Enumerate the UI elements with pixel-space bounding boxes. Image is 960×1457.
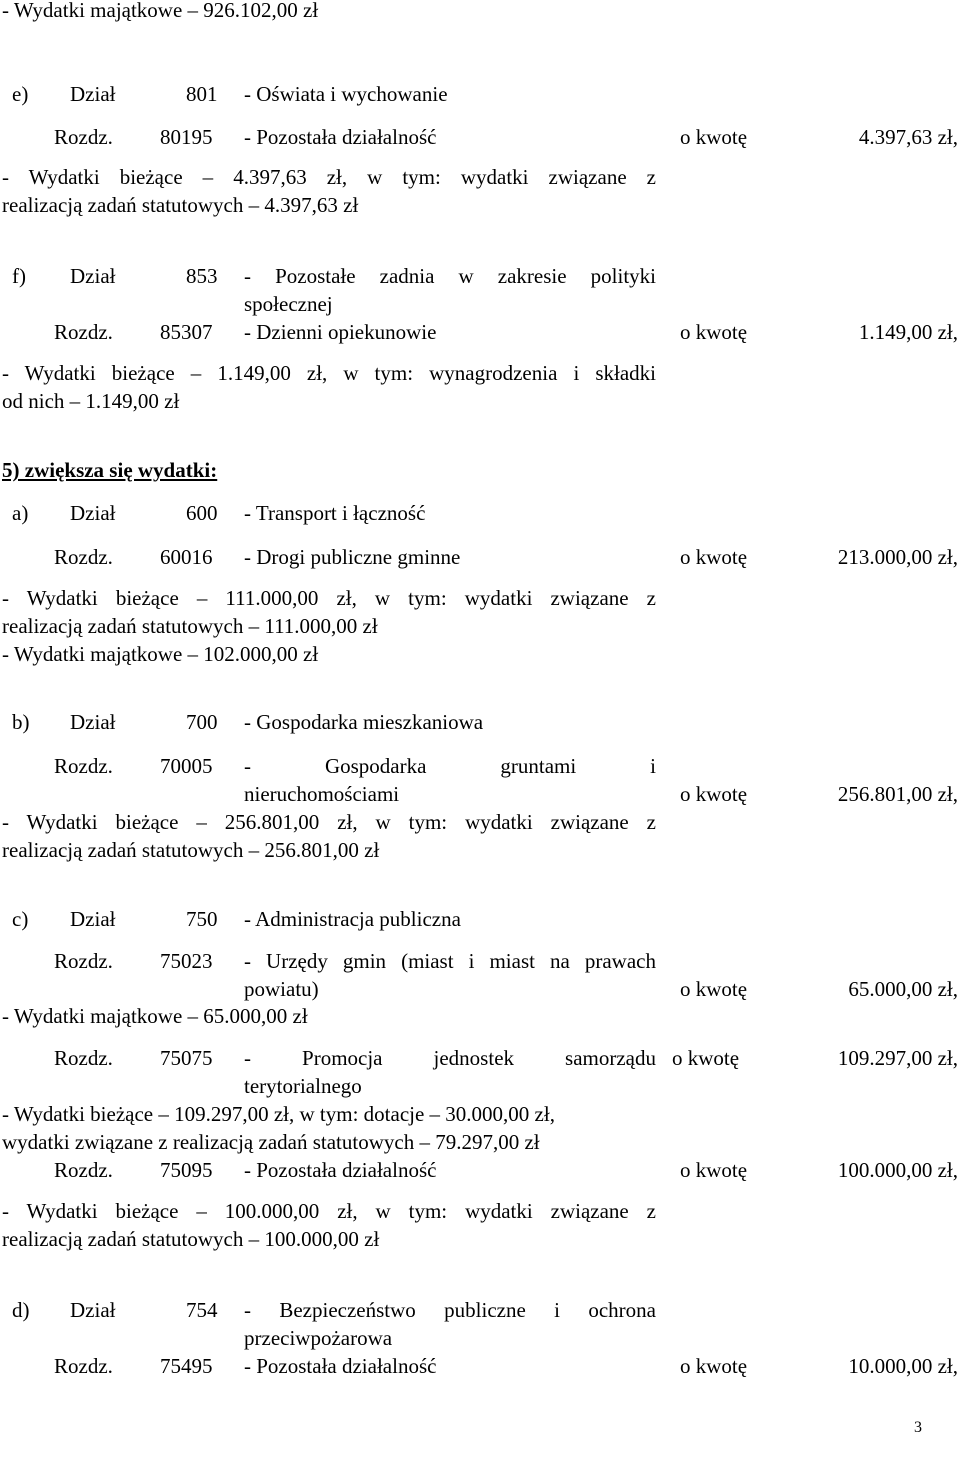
page-number: 3 [914,1419,922,1436]
detail-line: - Wydatki bieżące – 1.149,00 zł, w tym: wynagrodzenia i składki [2,361,656,385]
top-line: - Wydatki majątkowe – 926.102,00 zł [2,0,319,22]
detail-line: - Wydatki bieżące – 109.297,00 zł, w tym: dotacje – 30.000,00 zł, [2,1102,555,1126]
kwote-label: o kwotę [680,782,748,806]
dzial-name: - Oświata i wychowanie [244,82,448,106]
dzial-label: Dział [70,82,116,106]
dzial-number: 801 [186,82,218,106]
detail-line: wydatki związane z realizacją zadań statutowych – 79.297,00 zł [2,1130,540,1154]
rozdz-label: Rozdz. [54,754,113,778]
rozdz-number: 80195 [160,125,213,149]
rozdz-name: - Dzienni opiekunowie [244,320,437,344]
kwote-label: o kwotę [680,977,748,1001]
rozdz-number: 75495 [160,1354,213,1378]
dzial-label: Dział [70,501,116,525]
amount: 100.000,00 zł, [837,1158,958,1182]
kwote-label: o kwotę [680,320,748,344]
detail-line: od nich – 1.149,00 zł [2,389,180,413]
dzial-label: Dział [70,907,116,931]
dzial-number: 754 [186,1298,218,1322]
rozdz-name: - Urzędy gmin (miast i miast na prawach [244,949,656,973]
section-heading: 5) zwiększa się wydatki: [2,458,218,482]
dzial-label: Dział [70,1298,116,1322]
amount: 1.149,00 zł, [858,320,958,344]
amount: 213.000,00 zł, [837,545,958,569]
item-letter: b) [12,710,30,734]
amount: 4.397,63 zł, [858,125,958,149]
kwote-label: o kwotę [680,545,748,569]
item-letter: e) [12,82,29,106]
detail-line: realizacją zadań statutowych – 100.000,00 zł [2,1227,380,1251]
rozdz-label: Rozdz. [54,125,113,149]
item-letter: a) [12,501,29,525]
rozdz-number: 75023 [160,949,213,973]
detail-line: - Wydatki bieżące – 4.397,63 zł, w tym: wydatki związane z [2,165,656,189]
rozdz-name: - Gospodarka gruntami i [244,754,656,778]
item-letter: c) [12,907,29,931]
dzial-number: 750 [186,907,218,931]
dzial-name: - Gospodarka mieszkaniowa [244,710,484,734]
dzial-name: - Pozostałe zadnia w zakresie polityki [244,264,656,288]
dzial-number: 600 [186,501,218,525]
rozdz-label: Rozdz. [54,545,113,569]
detail-line: - Wydatki bieżące – 256.801,00 zł, w tym: wydatki związane z [2,810,656,834]
rozdz-name-continued: terytorialnego [244,1074,362,1098]
dzial-number: 853 [186,264,218,288]
kwote-label: o kwotę [680,125,748,149]
amount: 10.000,00 zł, [848,1354,958,1378]
rozdz-number: 75095 [160,1158,213,1182]
rozdz-number: 70005 [160,754,213,778]
rozdz-name: - Promocja jednostek samorządu [244,1046,656,1070]
kwote-label: o kwotę [680,1158,748,1182]
dzial-label: Dział [70,264,116,288]
rozdz-number: 75075 [160,1046,213,1070]
detail-line: - Wydatki majątkowe – 102.000,00 zł [2,642,319,666]
dzial-name: - Bezpieczeństwo publiczne i ochrona [244,1298,656,1322]
detail-line: realizacją zadań statutowych – 256.801,00 zł [2,838,380,862]
rozdz-label: Rozdz. [54,320,113,344]
dzial-label: Dział [70,710,116,734]
rozdz-name-continued: powiatu) [244,977,319,1001]
detail-line: - Wydatki bieżące – 100.000,00 zł, w tym: wydatki związane z [2,1199,656,1223]
dzial-name-continued: przeciwpożarowa [244,1326,393,1350]
rozdz-name: - Pozostała działalność [244,125,437,149]
rozdz-number: 60016 [160,545,213,569]
rozdz-label: Rozdz. [54,949,113,973]
rozdz-number: 85307 [160,320,213,344]
rozdz-name: - Drogi publiczne gminne [244,545,461,569]
rozdz-name: - Pozostała działalność [244,1158,437,1182]
dzial-number: 700 [186,710,218,734]
kwote-label: o kwotę [672,1046,740,1070]
kwote-label: o kwotę [680,1354,748,1378]
rozdz-name-continued: nieruchomościami [244,782,400,806]
dzial-name: - Transport i łączność [244,501,426,525]
amount: 109.297,00 zł, [837,1046,958,1070]
dzial-name: - Administracja publiczna [244,907,461,931]
detail-line: - Wydatki majątkowe – 65.000,00 zł [2,1004,308,1028]
detail-line: realizacją zadań statutowych – 4.397,63 zł [2,193,359,217]
rozdz-label: Rozdz. [54,1354,113,1378]
rozdz-name: - Pozostała działalność [244,1354,437,1378]
item-letter: f) [12,264,26,288]
detail-line: realizacją zadań statutowych – 111.000,00 zł [2,614,378,638]
amount: 256.801,00 zł, [837,782,958,806]
rozdz-label: Rozdz. [54,1158,113,1182]
detail-line: - Wydatki bieżące – 111.000,00 zł, w tym: wydatki związane z [2,586,656,610]
amount: 65.000,00 zł, [848,977,958,1001]
rozdz-label: Rozdz. [54,1046,113,1070]
item-letter: d) [12,1298,30,1322]
dzial-name-continued: społecznej [244,292,333,316]
